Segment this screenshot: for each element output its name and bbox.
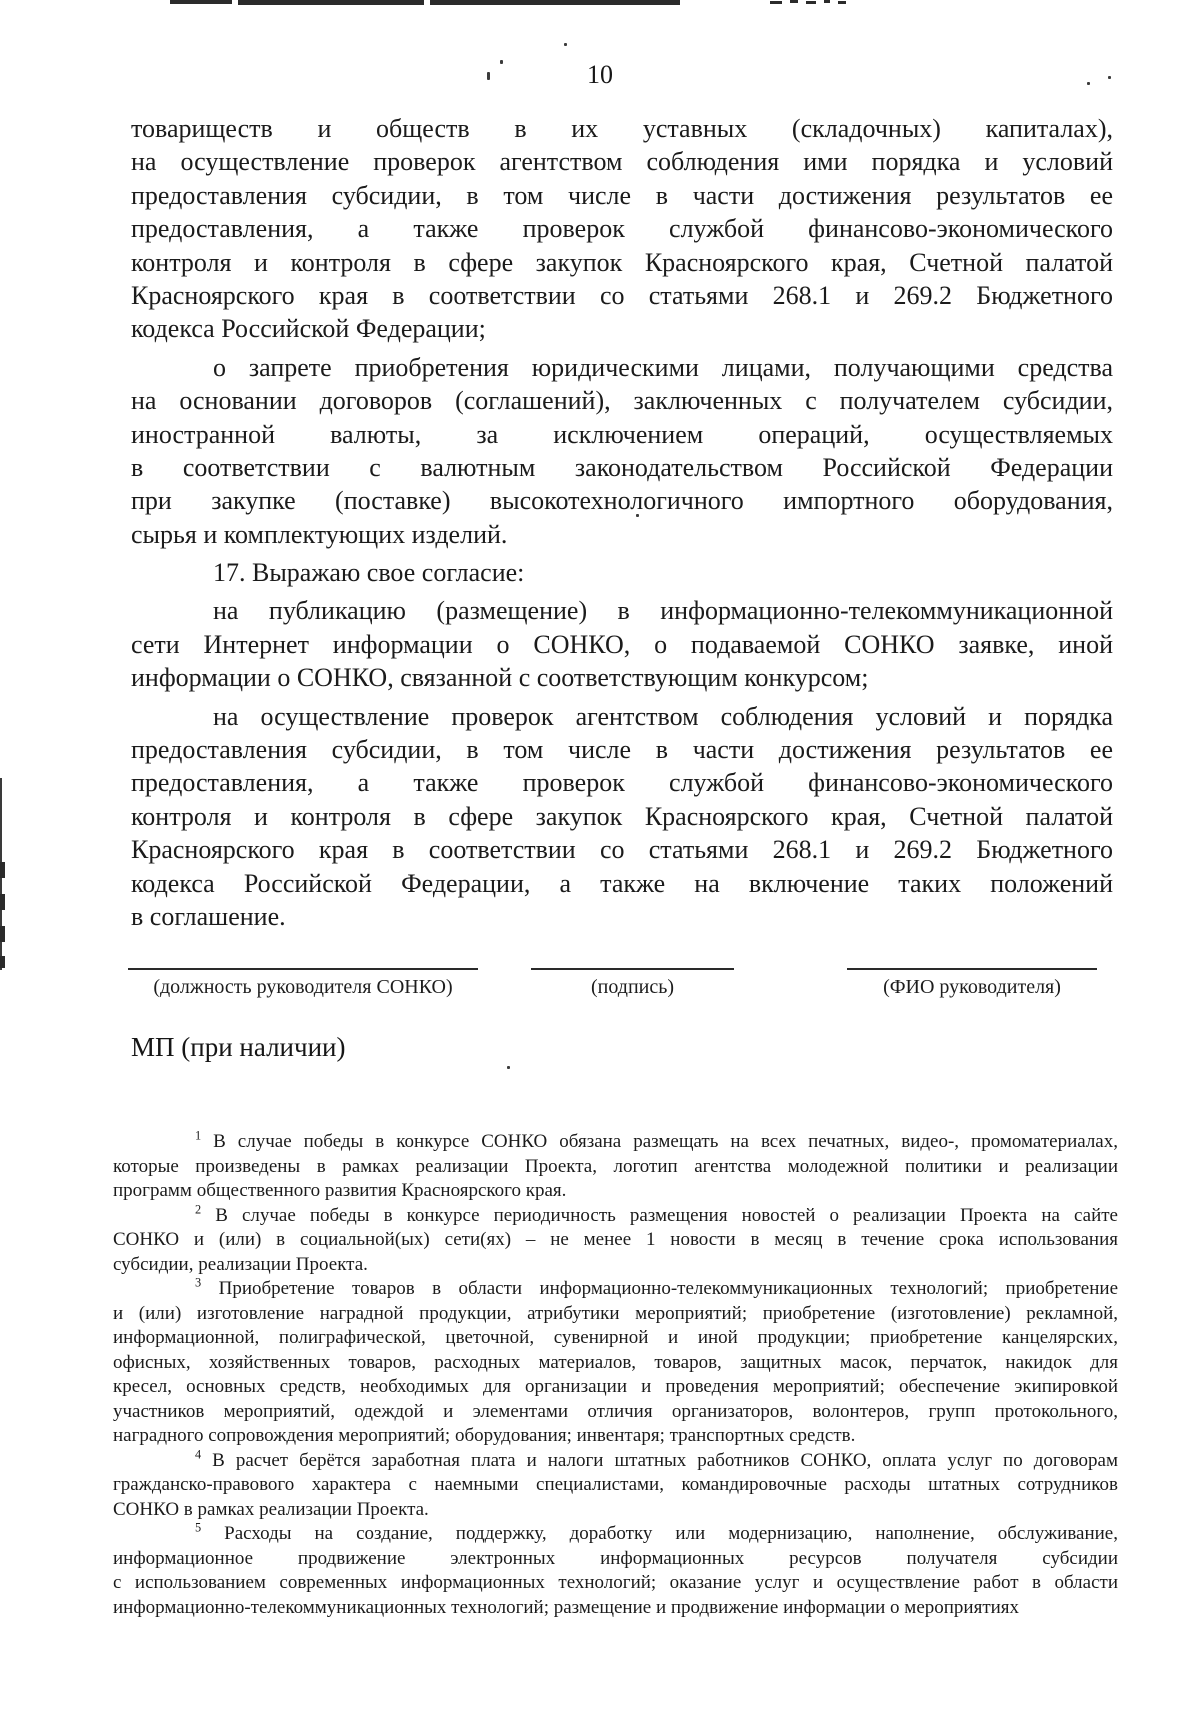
text-line: кресел, основных средств, необходимых для организации и проведения мероприятий; обеспечение экипировкой [113, 1376, 1118, 1397]
text-line: СОНКО и (или) в социальной(ых) сети(ях) – не менее 1 новости в месяц в течение срока использования [113, 1229, 1118, 1250]
page-number: 10 [587, 60, 613, 89]
text-line: на публикацию (размещение) в информационно-телекоммуникационной [213, 596, 1113, 626]
signature-block [0, 968, 1200, 1038]
scan-artifact-top [790, 0, 798, 3]
paragraph [131, 556, 1113, 589]
text-line: при закупке (поставке) высокотехнологичного импортного оборудования, [131, 486, 1113, 516]
scan-artifact-left [0, 956, 5, 968]
paragraph [131, 594, 1113, 694]
stamp-note: МП (при наличии) [131, 1032, 346, 1062]
scan-artifact-top [770, 1, 782, 4]
footnote-marker: 3 [195, 1275, 202, 1290]
signature-field-label: (ФИО руководителя) [883, 976, 1061, 998]
text-line: с использованием современных информационных технологий; оказание услуг и осуществление работ в области [113, 1572, 1118, 1593]
footnote [113, 1277, 1118, 1449]
text-line: в соглашение. [131, 901, 286, 931]
text-line: гражданско-правового характера с наемными специалистами, командировочные расходы штатных сотрудников [113, 1474, 1118, 1495]
footnote [113, 1522, 1118, 1620]
text-line: иностранной валюты, за исключением операций, осуществляемых [131, 419, 1113, 449]
signature-field-label: (должность руководителя СОНКО) [153, 976, 453, 998]
text-line: участников мероприятий, одеждой и элементами отличия организаторов, волонтеров, групп протокольного, [113, 1400, 1118, 1422]
text-line: кодекса Российской Федерации; [131, 314, 486, 344]
text-line: $^1$ В случае победы в конкурсе СОНКО обязана размещать на всех печатных, видео-, промоматериалах, [195, 1128, 1118, 1152]
signature-line [128, 968, 478, 970]
text-line: офисных, хозяйственных товаров, расходных материалов, товаров, защитных масок, перчаток, накидок для [113, 1351, 1118, 1373]
text-line: предоставления, а также проверок службой финансово-экономического [131, 214, 1113, 244]
text-line: субсидии, реализации Проекта. [113, 1253, 368, 1275]
text-line: $^4$ В расчет берётся заработная плата и налоги штатных работников СОНКО, оплата услуг по договорам [195, 1447, 1118, 1471]
text-line: сети Интернет информации о СОНКО, о подаваемой СОНКО заявке, иной [131, 629, 1113, 659]
text-line: предоставления субсидии, в том числе в части достижения результатов ее [131, 180, 1113, 210]
scan-artifact-left [0, 926, 5, 942]
text-line: которые произведены в рамках реализации Проекта, логотип агентства молодежной политики и реализации [113, 1155, 1118, 1177]
footnote [113, 1204, 1118, 1278]
scan-artifact-top [806, 1, 816, 4]
text-line: $^3$ Приобретение товаров в области информационно-телекоммуникационных технологий; приобретение [195, 1275, 1118, 1299]
text-line: контроля и контроля в сфере закупок Красноярского края, Счетной палатой [131, 801, 1113, 831]
scan-speck [507, 1066, 510, 1069]
text-line: информационное продвижение электронных информационных ресурсов получателя субсидии [113, 1547, 1118, 1569]
text-line: наградного сопровождения мероприятий; оборудования; инвентаря; транспортных средств. [113, 1425, 856, 1446]
signature-field [531, 968, 734, 999]
body-text [131, 112, 1113, 938]
signature-field-label: (подпись) [590, 976, 675, 998]
signature-line [531, 968, 734, 970]
footnote [113, 1449, 1118, 1523]
signature-field [128, 968, 478, 999]
footnote-marker: 5 [195, 1520, 202, 1535]
scan-artifact-left [0, 862, 5, 878]
text-line: на основании договоров (соглашений), заключенных с получателем субсидии, [131, 386, 1113, 416]
text-line: СОНКО в рамках реализации Проекта. [113, 1498, 429, 1520]
text-line: $^2$ В случае победы в конкурсе периодичность размещения новостей о реализации Проекта на сайте [195, 1202, 1118, 1226]
scan-artifact-top [824, 0, 830, 3]
footnote-marker: 2 [195, 1202, 202, 1217]
scan-artifact-top [838, 1, 846, 4]
text-line: сырья и комплектующих изделий. [131, 519, 508, 549]
text-line: кодекса Российской Федерации, а также на включение таких положений [131, 868, 1113, 898]
footnote-marker: 1 [195, 1128, 202, 1143]
text-line: предоставления, а также проверок службой финансово-экономического [131, 768, 1113, 798]
paragraph [131, 351, 1113, 551]
text-line: и (или) изготовление наградной продукции, атрибутики мероприятий; приобретение (изготовление) рекламной, [113, 1302, 1118, 1324]
text-line: 17. Выражаю свое согласие: [213, 558, 525, 588]
text-line: информации о СОНКО, связанной с соответствующим конкурсом; [131, 663, 869, 693]
scan-speck [564, 43, 567, 46]
footnote-marker: 4 [195, 1447, 202, 1462]
text-line: на осуществление проверок агентством соблюдения условий и порядка [213, 701, 1113, 731]
text-line: на осуществление проверок агентством соблюдения ими порядка и условий [131, 147, 1113, 177]
signature-field [847, 968, 1097, 999]
text-line: информационно-телекоммуникационных технологий; размещение и продвижение информации о мероприятиях [113, 1596, 1020, 1618]
text-line: контроля и контроля в сфере закупок Красноярского края, Счетной палатой [131, 247, 1113, 277]
text-line: товариществ и обществ в их уставных (складочных) капиталах), [131, 114, 1113, 143]
scan-artifact-top [430, 0, 680, 5]
text-line: в соответствии с валютным законодательством Российской Федерации [131, 452, 1113, 482]
text-line: Красноярского края в соответствии со статьями 268.1 и 269.2 Бюджетного [131, 280, 1113, 310]
text-line: о запрете приобретения юридическими лицами, получающими средства [213, 352, 1113, 382]
footnotes [113, 1130, 1118, 1620]
scan-artifact-top [238, 0, 424, 5]
text-line: информационной, полиграфической, цветочной, сувенирной и иной продукции; приобретение канцелярских, [113, 1327, 1118, 1348]
paragraph [131, 700, 1113, 934]
scan-artifact-top [170, 0, 232, 4]
scan-artifact-left [0, 894, 5, 910]
text-line: Красноярского края в соответствии со статьями 268.1 и 269.2 Бюджетного [131, 835, 1113, 865]
text-line: $^5$ Расходы на создание, поддержку, доработку или модернизацию, наполнение, обслуживание, [195, 1520, 1118, 1544]
signature-line [847, 968, 1097, 970]
paragraph [131, 112, 1113, 346]
footnote [113, 1130, 1118, 1204]
text-line: предоставления субсидии, в том числе в части достижения результатов ее [131, 735, 1113, 765]
text-line: программ общественного развития Красноярского края. [113, 1180, 567, 1201]
